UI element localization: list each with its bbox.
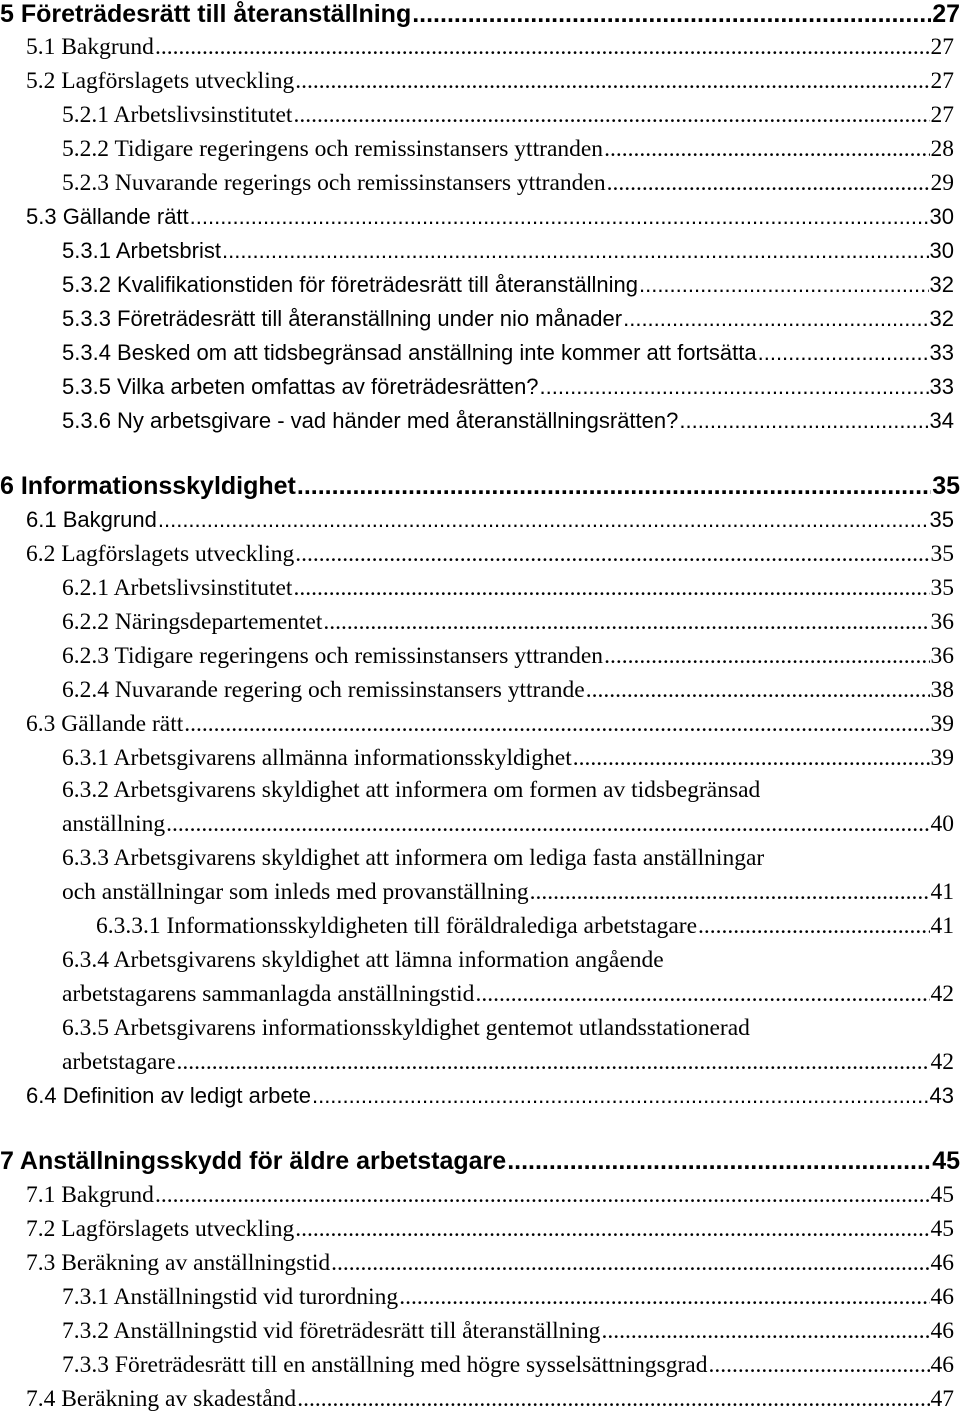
toc-page-number: 35 (929, 507, 954, 532)
toc-entry-text: 6.3 Gällande rätt (26, 711, 184, 737)
toc-entry-text: 6.2.4 Nuvarande regering och remissinstansers yttrande (62, 677, 585, 703)
toc-page-number: 43 (929, 1083, 954, 1108)
toc-page-number: 38 (930, 677, 954, 703)
toc-entry-text: 7.4 Beräkning av skadestånd (26, 1386, 297, 1412)
toc-page-number: 32 (929, 306, 954, 331)
dot-leader (758, 340, 929, 366)
toc-heading-7[interactable] (0, 1147, 960, 1176)
toc-heading-5[interactable] (0, 0, 960, 29)
toc-page-number: 30 (929, 238, 954, 263)
toc-entry-text: arbetstagare (62, 1049, 176, 1075)
toc-entry-text: 6 Informationsskyldighet (0, 472, 296, 500)
toc-entry-text: 5.3 Gällande rätt (26, 204, 189, 229)
dot-leader (184, 711, 929, 738)
toc-page-number: 33 (929, 374, 954, 399)
toc-entry-6-3-5-line1[interactable]: 6.3.5 Arbetsgivarens informationsskyldighet gentemot utlandsstationerad (62, 1015, 750, 1041)
toc-page-number: 36 (930, 609, 954, 635)
dot-leader (708, 1352, 929, 1379)
toc-entry-6-3[interactable] (26, 711, 954, 738)
toc-entry-text: 6.3.3.1 Informationsskyldigheten till föräldralediga arbetstagare (96, 913, 698, 939)
toc-entry-6-2-2[interactable] (62, 609, 954, 636)
dot-leader (158, 507, 929, 533)
dot-leader (573, 745, 930, 772)
toc-entry-text: 5.3.5 Vilka arbeten omfattas av företrädesrätten? (62, 374, 539, 399)
toc-page-number: 47 (930, 1386, 954, 1412)
dot-leader (323, 609, 929, 636)
toc-entry-text: 6.2 Lagförslagets utveckling (26, 541, 295, 567)
toc-entry-5-3-5[interactable] (62, 374, 954, 400)
toc-entry-7-4[interactable] (26, 1386, 954, 1413)
toc-entry-6-3-3[interactable] (62, 879, 954, 906)
toc-page-number: 34 (929, 408, 954, 433)
dot-leader (293, 575, 929, 602)
toc-entry-5-3-4[interactable] (62, 340, 954, 366)
toc-entry-7-2[interactable] (26, 1216, 954, 1243)
toc-page-number: 27 (930, 68, 954, 94)
toc-entry-text: 7 Anställningsskydd för äldre arbetstagare (0, 1147, 507, 1175)
toc-page-number: 35 (930, 541, 954, 567)
toc-page-number: 46 (930, 1318, 954, 1344)
toc-entry-5-2-3[interactable] (62, 170, 954, 197)
toc-entry-6-1[interactable] (26, 507, 954, 533)
toc-entry-text: 5 Företrädesrätt till återanställning (0, 0, 412, 28)
toc-entry-6-3-3-line1[interactable]: 6.3.3 Arbetsgivarens skyldighet att informera om lediga fasta anställningar (62, 845, 765, 871)
toc-entry-text: 7.2 Lagförslagets utveckling (26, 1216, 295, 1242)
toc-entry-5-3-1[interactable] (62, 238, 954, 264)
toc-entry-text: 5.3.2 Kvalifikationstiden för företrädesrätt till återanställning (62, 272, 638, 297)
toc-page-number: 46 (930, 1250, 954, 1276)
dot-leader (297, 472, 931, 501)
toc-entry-text: anställning (62, 811, 166, 837)
toc-entry-text: 7.3 Beräkning av anställningstid (26, 1250, 331, 1276)
toc-entry-6-2-3[interactable] (62, 643, 954, 670)
toc-entry-6-2-4[interactable] (62, 677, 954, 704)
dot-leader (155, 34, 930, 61)
toc-page-number: 39 (930, 711, 954, 737)
dot-leader (295, 1216, 929, 1243)
dot-leader (297, 1386, 929, 1413)
toc-page-number: 46 (930, 1352, 954, 1378)
toc-entry-text: 5.2 Lagförslagets utveckling (26, 68, 295, 94)
toc-entry-5-2-1[interactable] (62, 102, 954, 129)
toc-page-number: 45 (930, 1216, 954, 1242)
toc-page-number: 33 (929, 340, 954, 365)
dot-leader (312, 1083, 929, 1109)
toc-entry-text: 6.2.2 Näringsdepartementet (62, 609, 323, 635)
toc-page-number: 30 (929, 204, 954, 229)
toc-entry-text: 5.3.3 Företrädesrätt till återanställning under nio månader (62, 306, 623, 331)
dot-leader (295, 68, 929, 95)
toc-entry-text: 7.1 Bakgrund (26, 1182, 154, 1208)
toc-entry-6-4[interactable] (26, 1083, 954, 1109)
dot-leader (507, 1147, 931, 1176)
toc-page-number: 35 (932, 472, 960, 500)
toc-entry-6-2-1[interactable] (62, 575, 954, 602)
dot-leader (530, 879, 930, 906)
dot-leader (475, 981, 929, 1008)
toc-entry-6-3-4-line1[interactable]: 6.3.4 Arbetsgivarens skyldighet att lämna information angående (62, 947, 664, 973)
dot-leader (222, 238, 929, 264)
toc-page-number: 27 (930, 34, 954, 60)
dot-leader (399, 1284, 929, 1311)
toc-page-number: 36 (930, 643, 954, 669)
toc-entry-6-3-1[interactable] (62, 745, 954, 772)
dot-leader (177, 1049, 930, 1076)
toc-page-number: 32 (929, 272, 954, 297)
toc-entry-text: 6.2.3 Tidigare regeringens och remissinstansers yttranden (62, 643, 604, 669)
dot-leader (623, 306, 928, 332)
toc-entry-6-3-4[interactable] (62, 981, 954, 1008)
toc-entry-7-1[interactable] (26, 1182, 954, 1209)
toc-page-number: 45 (932, 1147, 960, 1175)
toc-entry-6-3-2[interactable] (62, 811, 954, 838)
dot-leader (601, 1318, 929, 1345)
toc-page-number: 27 (932, 0, 960, 28)
toc-entry-text: 5.3.6 Ny arbetsgivare - vad händer med återanställningsrätten? (62, 408, 679, 433)
toc-entry-7-3-3[interactable] (62, 1352, 954, 1379)
toc-page-number: 42 (930, 981, 954, 1007)
dot-leader (604, 136, 929, 163)
toc-entry-text: 5.3.4 Besked om att tidsbegränsad anställning inte kommer att fortsätta (62, 340, 757, 365)
toc-page-number: 41 (930, 879, 954, 905)
toc-entry-text: 6.1 Bakgrund (26, 507, 157, 532)
dot-leader (331, 1250, 929, 1277)
toc-page-number: 27 (930, 102, 954, 128)
dot-leader (639, 272, 929, 298)
dot-leader (295, 541, 929, 568)
toc-entry-text: 6.3.1 Arbetsgivarens allmänna informationsskyldighet (62, 745, 572, 771)
toc-entry-text: 5.1 Bakgrund (26, 34, 154, 60)
toc-entry-5-3-3[interactable] (62, 306, 954, 332)
toc-page-number: 41 (930, 913, 954, 939)
dot-leader (540, 374, 929, 400)
toc-entry-text: och anställningar som inleds med provanställning (62, 879, 529, 905)
toc-entry-6-3-2-line1[interactable]: 6.3.2 Arbetsgivarens skyldighet att informera om formen av tidsbegränsad (62, 777, 761, 803)
toc-heading-6[interactable] (0, 472, 960, 501)
toc-entry-7-3-2[interactable] (62, 1318, 954, 1345)
toc-entry-text: 5.3.1 Arbetsbrist (62, 238, 221, 263)
dot-leader (293, 102, 929, 129)
toc-page-number: 39 (930, 745, 954, 771)
toc-page-number: 35 (930, 575, 954, 601)
toc-entry-text: 6.2.1 Arbetslivsinstitutet (62, 575, 293, 601)
toc-entry-text: arbetstagarens sammanlagda anställningstid (62, 981, 475, 1007)
toc-entry-5-1[interactable] (26, 34, 954, 61)
dot-leader (607, 170, 930, 197)
toc-entry-text: 6.4 Definition av ledigt arbete (26, 1083, 311, 1108)
toc-page-number: 45 (930, 1182, 954, 1208)
dot-leader (155, 1182, 930, 1209)
toc-entry-7-3[interactable] (26, 1250, 954, 1277)
toc-entry-text: 7.3.2 Anställningstid vid företrädesrätt till återanställning (62, 1318, 601, 1344)
dot-leader (586, 677, 930, 704)
toc-entry-5-3-2[interactable] (62, 272, 954, 298)
toc-page-number: 29 (930, 170, 954, 196)
toc-page-number: 42 (930, 1049, 954, 1075)
toc-entry-text: 5.2.1 Arbetslivsinstitutet (62, 102, 293, 128)
toc-page-number: 46 (930, 1284, 954, 1310)
dot-leader (604, 643, 929, 670)
toc-entry-text: 5.2.2 Tidigare regeringens och remissinstansers yttranden (62, 136, 604, 162)
toc-entry-6-3-5[interactable] (62, 1049, 954, 1076)
dot-leader (190, 204, 929, 230)
toc-page-number: 40 (930, 811, 954, 837)
dot-leader (679, 408, 928, 434)
toc-entry-text: 7.3.1 Anställningstid vid turordning (62, 1284, 399, 1310)
toc-entry-5-2[interactable] (26, 68, 954, 95)
toc-entry-7-3-1[interactable] (62, 1284, 954, 1311)
toc-entry-text: 5.2.3 Nuvarande regerings och remissinstansers yttranden (62, 170, 606, 196)
toc-page-number: 28 (930, 136, 954, 162)
toc-entry-5-3-6[interactable] (62, 408, 954, 434)
toc-entry-6-3-3-1[interactable] (96, 913, 954, 940)
toc-entry-6-2[interactable] (26, 541, 954, 568)
dot-leader (698, 913, 929, 940)
dot-leader (412, 0, 931, 29)
toc-entry-text: 7.3.3 Företrädesrätt till en anställning med högre sysselsättningsgrad (62, 1352, 708, 1378)
dot-leader (166, 811, 929, 838)
toc-entry-5-2-2[interactable] (62, 136, 954, 163)
toc-entry-5-3[interactable] (26, 204, 954, 230)
